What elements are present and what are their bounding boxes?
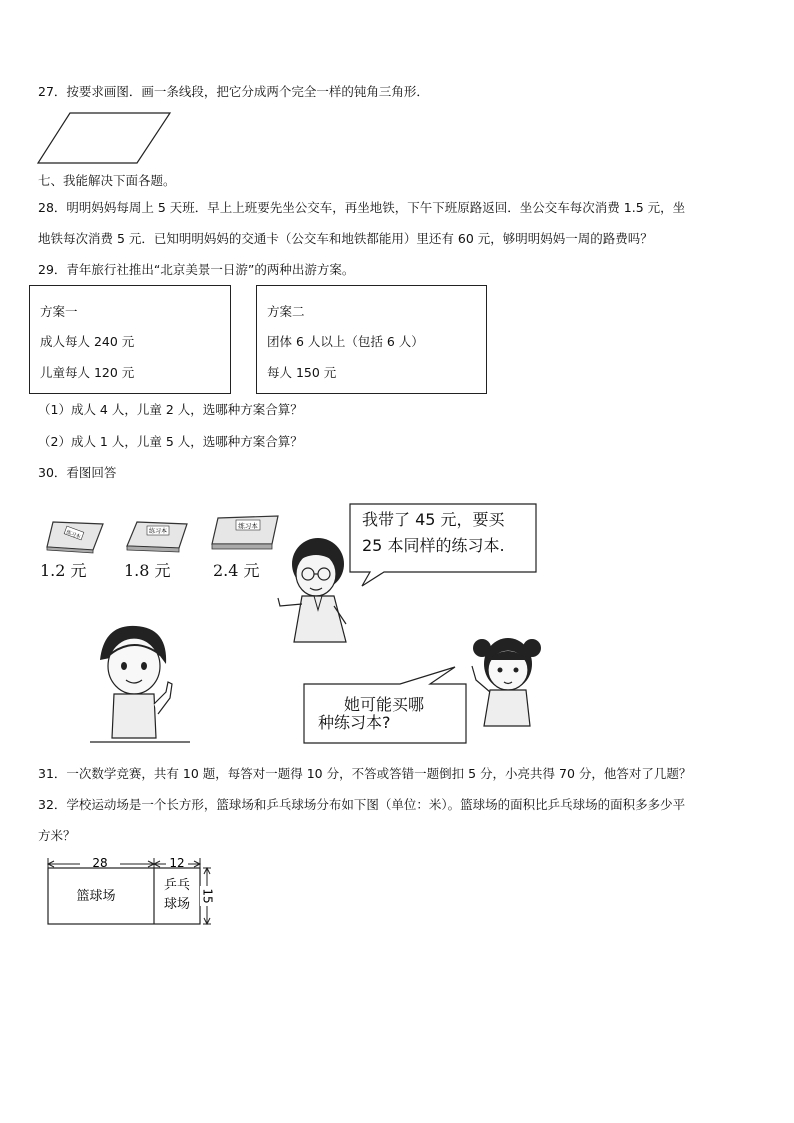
q28-line1: 28．明明妈妈每周上 5 天班．早上上班要先坐公交车，再坐地铁，下午下班原路返回．坐公交车每次消费 1.5 元，坐: [38, 200, 686, 215]
length-pingpong-label: 12: [169, 856, 185, 870]
q32-line1: 32．学校运动场是一个长方形，篮球场和乒乓球场分布如下图（单位：米）。篮球场的面积比乒乓球场的面积多多少平: [38, 797, 686, 812]
notebook-2-label: 练习本: [148, 528, 168, 535]
plan1-title: 方案一: [40, 304, 78, 319]
q29-sub2: （2）成人 1 人，儿童 5 人，选哪种方案合算？: [38, 434, 303, 449]
q29-text: 29．青年旅行社推出“北京美景一日游”的两种出游方案。: [38, 262, 355, 277]
price-1: 1.2 元: [40, 561, 87, 580]
notebook-1-label: 练习本: [65, 529, 82, 541]
bubble2-line2: 种练习本?: [318, 713, 391, 732]
plan2-title: 方案二: [267, 304, 305, 319]
bubble2-line1: 她可能买哪: [344, 695, 425, 714]
q30-text: 30．看图回答: [38, 465, 117, 480]
q32-line2: 方米？: [38, 828, 76, 843]
bubble1-line2: 25 本同样的练习本.: [362, 536, 505, 555]
plan1-child: 儿童每人 120 元: [40, 365, 135, 380]
bubble1-line1: 我带了 45 元，要买: [362, 510, 505, 529]
price-2: 1.8 元: [124, 561, 171, 580]
plan2-group: 团体 6 人以上（包括 6 人）: [267, 334, 424, 349]
pingpong-court-label-2: 球场: [163, 897, 191, 912]
width-label: 15: [200, 888, 215, 904]
basketball-court-label: 篮球场: [76, 889, 116, 904]
q27-text: 27．按要求画图．画一条线段，把它分成两个完全一样的钝角三角形．: [38, 84, 429, 99]
q31-text: 31．一次数学竞赛，共有 10 题，每答对一题得 10 分，不答或答错一题倒扣 5 分，小亮共得 70 分，他答对了几题？: [38, 766, 692, 781]
q28-line2: 地铁每次消费 5 元．已知明明妈妈的交通卡（公交车和地铁都能用）里还有 60 元，够明明妈妈一周的路费吗？: [38, 231, 653, 246]
price-3: 2.4 元: [213, 561, 260, 580]
notebook-3-label: 练习本: [238, 522, 258, 530]
length-basketball-label: 28: [92, 856, 108, 870]
plan1-adult: 成人每人 240 元: [40, 334, 135, 349]
q29-sub1: （1）成人 4 人，儿童 2 人，选哪种方案合算？: [38, 402, 303, 417]
pingpong-court-label-1: 乒乓: [163, 878, 191, 893]
section-title: 七、我能解决下面各题。: [38, 173, 176, 188]
plan2-each: 每人 150 元: [267, 365, 337, 380]
